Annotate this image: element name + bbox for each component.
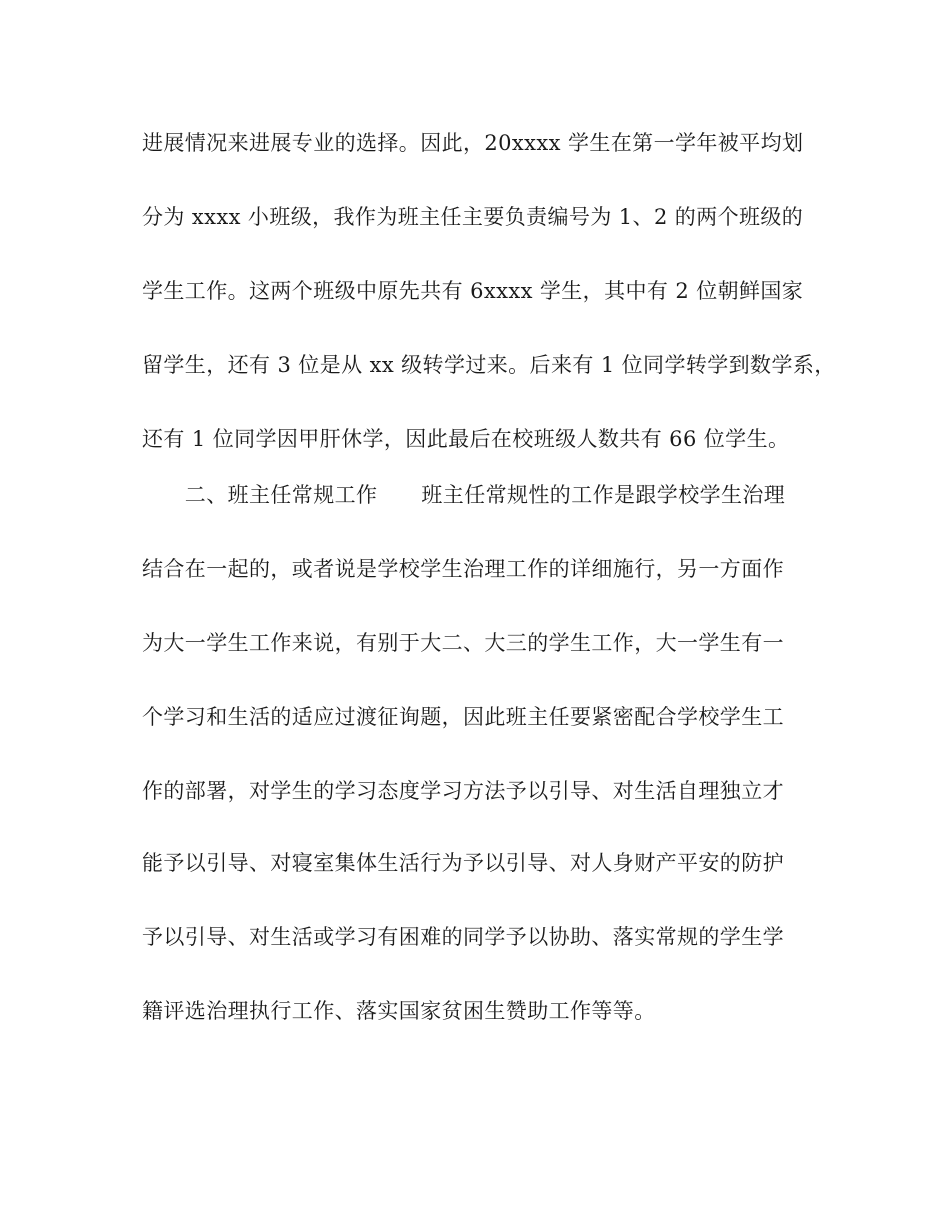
- text-line-2: 分为 xxxx 小班级，我作为班主任主要负责编号为 1、2 的两个班级的: [142, 205, 804, 229]
- text-line-11: 能予以引导、对寝室集体生活行为予以引导、对人身财产平安的防护: [142, 851, 784, 875]
- text-line-13: 籍评选治理执行工作、落实国家贫困生赞助工作等等。: [142, 999, 656, 1023]
- text-line-1: 进展情况来进展专业的选择。因此，20xxxx 学生在第一学年被平均划: [142, 131, 804, 155]
- text-line-5: 还有 1 位同学因甲肝休学，因此最后在校班级人数共有 66 位学生。: [142, 427, 790, 451]
- text-line-4: 留学生，还有 3 位是从 xx 级转学过来。后来有 1 位同学转学到数学系，: [142, 353, 836, 377]
- section-body-start: 班主任常规性的工作是跟学校学生治理: [421, 483, 786, 507]
- text-line-6: [142, 480, 822, 510]
- text-line-7: 结合在一起的，或者说是学校学生治理工作的详细施行，另一方面作: [142, 557, 784, 581]
- text-line-9: 个学习和生活的适应过渡征询题，因此班主任要紧密配合学校学生工: [142, 705, 784, 729]
- section-heading: 二、班主任常规工作: [142, 483, 378, 507]
- text-line-12: 予以引导、对生活或学习有困难的同学予以协助、落实常规的学生学: [142, 925, 784, 949]
- text-line-10: 作的部署，对学生的学习态度学习方法予以引导、对生活自理独立才: [142, 779, 784, 803]
- text-line-3: 学生工作。这两个班级中原先共有 6xxxx 学生，其中有 2 位朝鲜国家: [142, 279, 804, 303]
- text-line-8: 为大一学生工作来说，有别于大二、大三的学生工作，大一学生有一: [142, 631, 784, 655]
